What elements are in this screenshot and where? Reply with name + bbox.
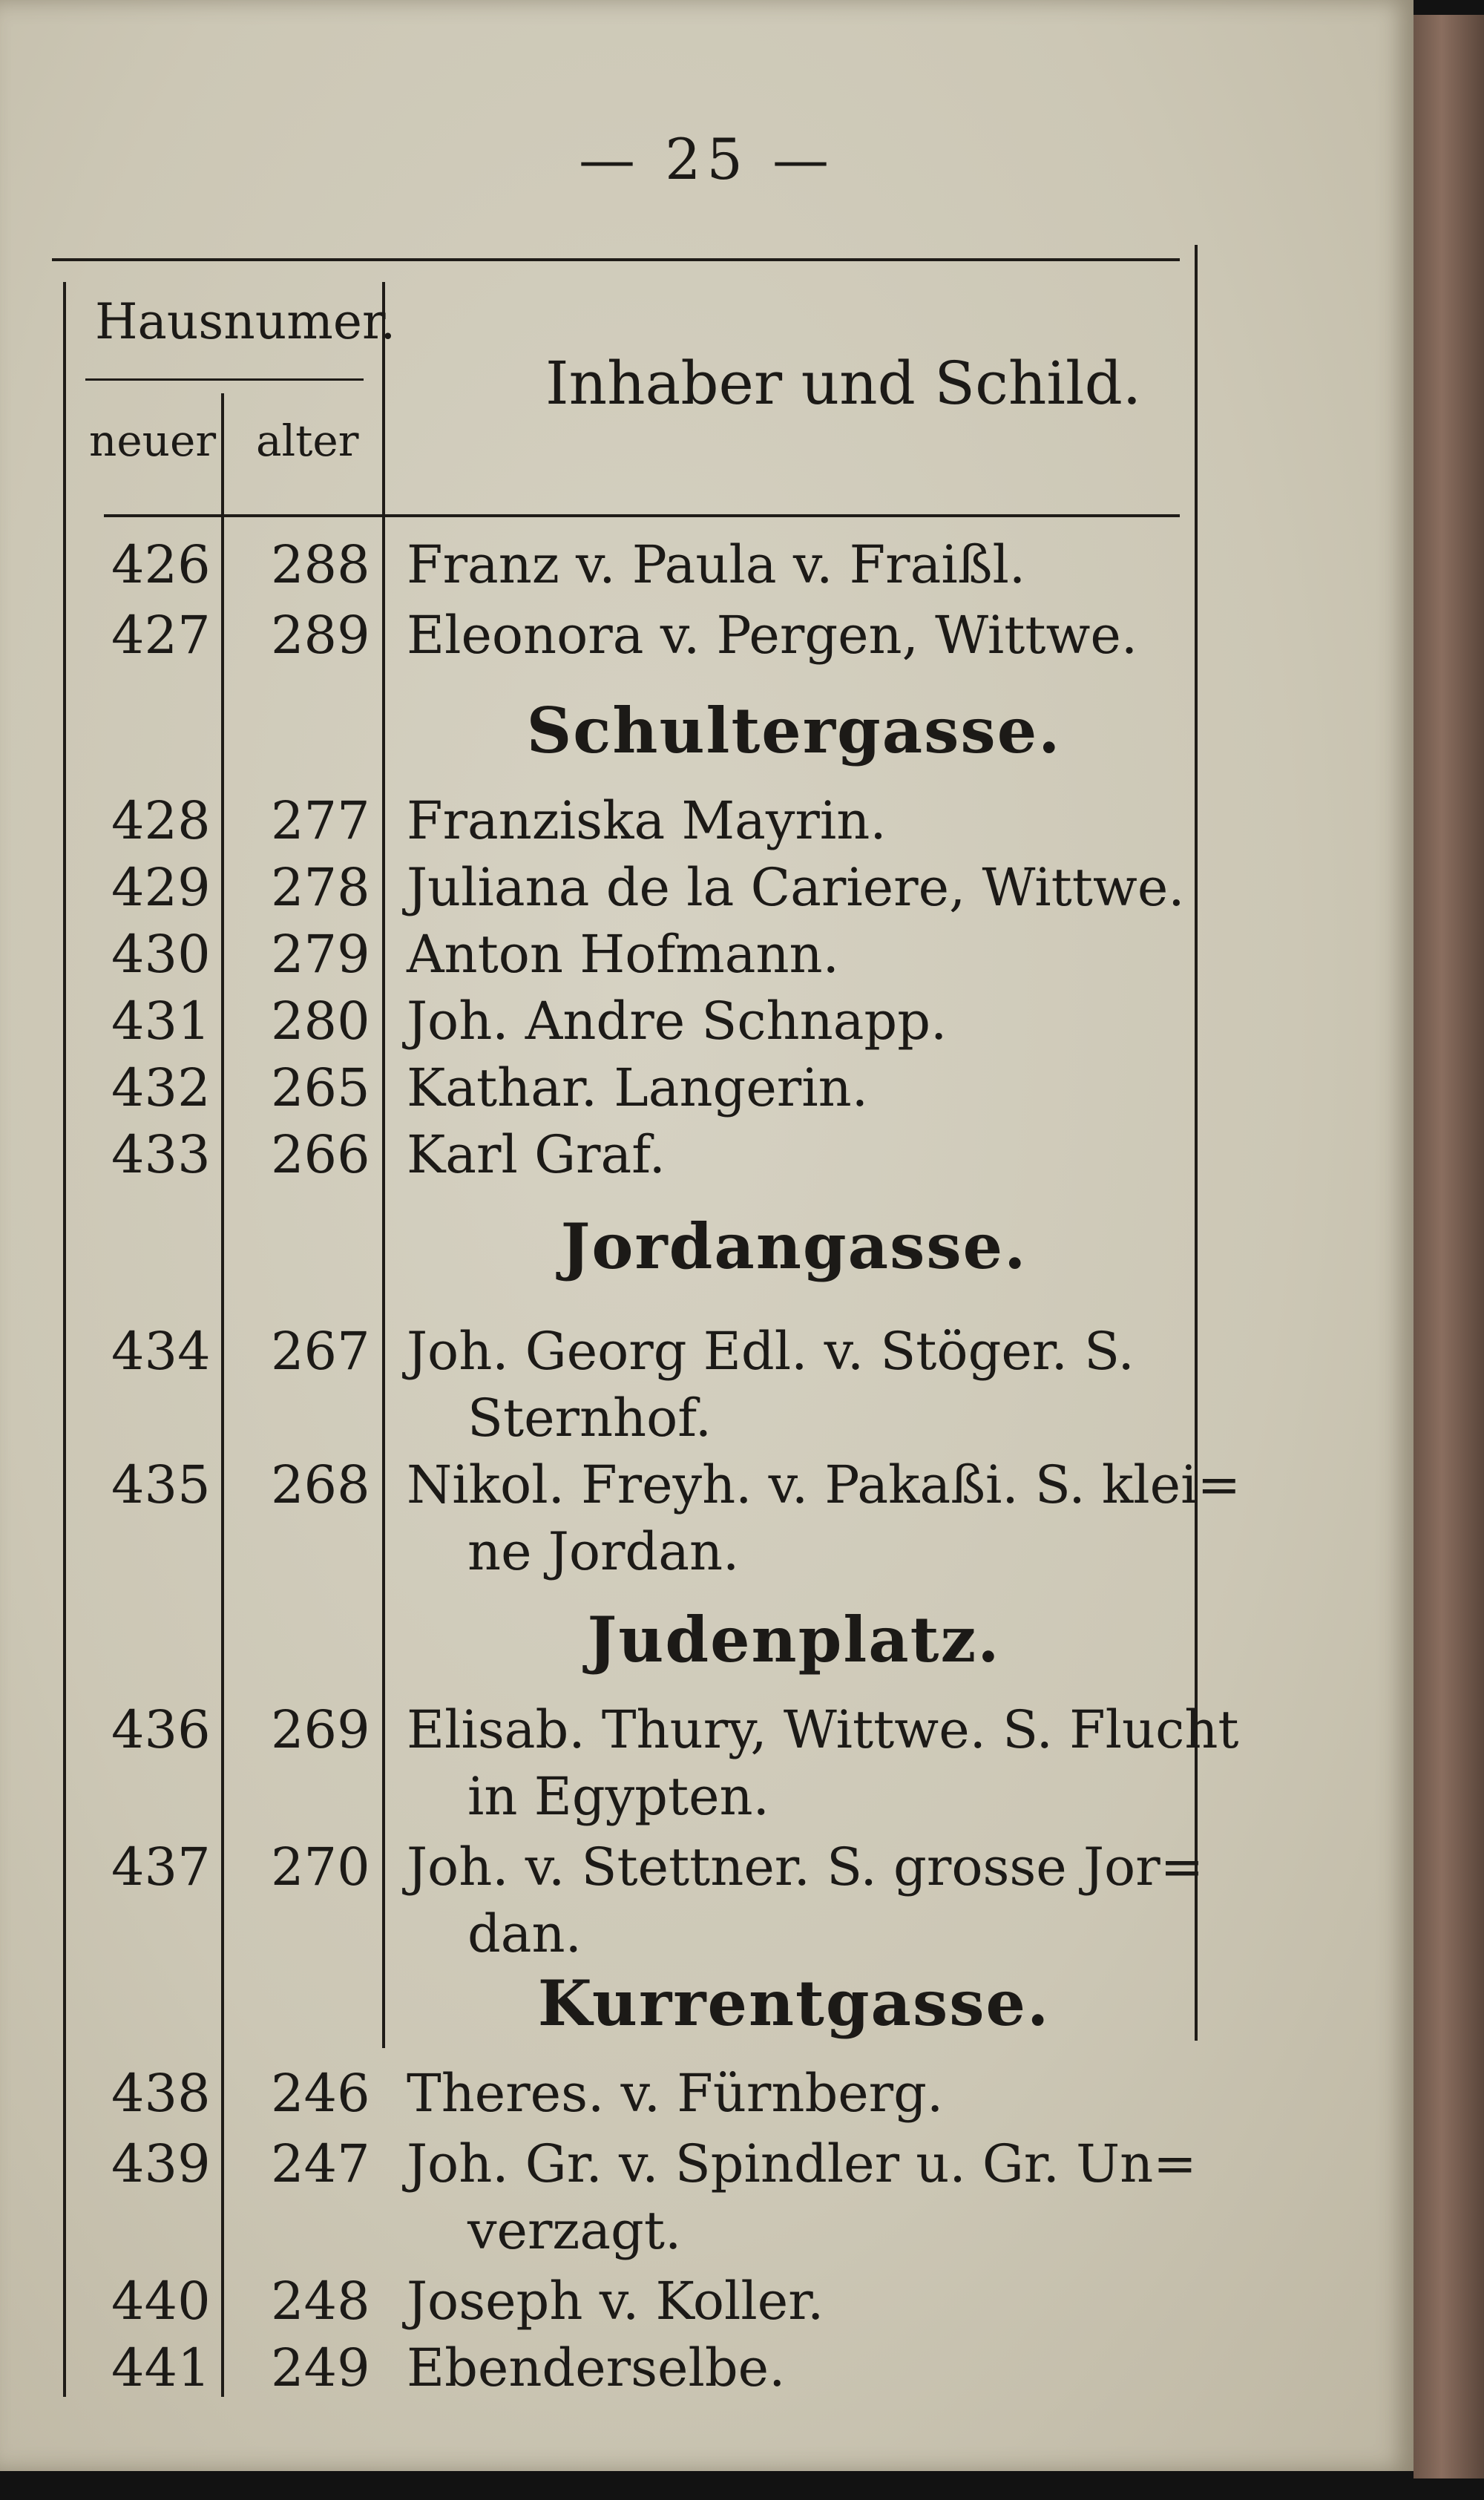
old-number: 265: [271, 1057, 370, 1118]
owner-name-continued: Sternhof.: [467, 1388, 712, 1449]
new-number: 433: [111, 1124, 211, 1185]
new-number: 440: [111, 2271, 211, 2332]
new-number: 426: [111, 534, 211, 595]
owner-name: Joh. Gr. v. Spindler u. Gr. Un=: [407, 2133, 1197, 2194]
entry-426: [0, 534, 1414, 608]
owner-name: Joh. Georg Edl. v. Stöger. S.: [407, 1321, 1135, 1382]
entry-433: [0, 1124, 1414, 1198]
header-sub-rule: [85, 378, 364, 381]
old-number: 266: [271, 1124, 370, 1185]
old-number: 289: [271, 605, 370, 666]
entry-436: [0, 1699, 1414, 1774]
entry-435: [0, 1454, 1414, 1529]
new-number: 441: [111, 2337, 211, 2398]
header-owner: Inhaber und Schild.: [545, 349, 1142, 418]
street-heading: Kurrentgasse.: [537, 1966, 1051, 2040]
book-page-edge: [1414, 15, 1484, 2478]
old-number: 279: [271, 924, 370, 985]
street-heading: Schultergasse.: [526, 694, 1062, 767]
entry-434-cont: [0, 1388, 1414, 1462]
owner-name: Franziska Mayrin.: [407, 790, 887, 851]
header-bottom-rule: [104, 514, 1180, 517]
header-house-number: Hausnumer.: [95, 293, 396, 350]
header-old: alter: [256, 416, 359, 466]
owner-name: Anton Hofmann.: [407, 924, 839, 985]
owner-name: Karl Graf.: [407, 1124, 666, 1185]
owner-name: Joh. v. Stettner. S. grosse Jor=: [407, 1837, 1204, 1897]
new-number: 430: [111, 924, 211, 985]
new-number: 429: [111, 857, 211, 918]
new-number: 438: [111, 2063, 211, 2124]
entry-439-cont: [0, 2200, 1414, 2274]
entry-429: [0, 857, 1414, 931]
old-number: 247: [271, 2133, 370, 2194]
new-number: 427: [111, 605, 211, 666]
old-number: 288: [271, 534, 370, 595]
page-number: — 25 —: [578, 126, 835, 192]
owner-name-continued: ne Jordan.: [467, 1521, 740, 1582]
old-number: 269: [271, 1699, 370, 1760]
new-number: 434: [111, 1321, 211, 1382]
entry-428: [0, 790, 1414, 864]
owner-name: Elisab. Thury, Wittwe. S. Flucht: [407, 1699, 1239, 1760]
owner-name: Nikol. Freyh. v. Pakaßi. S. klei=: [407, 1454, 1241, 1515]
new-number: 428: [111, 790, 211, 851]
old-number: 249: [271, 2337, 370, 2398]
new-number: 432: [111, 1057, 211, 1118]
entry-431: [0, 991, 1414, 1065]
entry-438: [0, 2063, 1414, 2137]
owner-name: Ebenderselbe.: [407, 2337, 786, 2398]
old-number: 270: [271, 1837, 370, 1897]
old-number: 268: [271, 1454, 370, 1515]
old-number: 280: [271, 991, 370, 1051]
new-number: 435: [111, 1454, 211, 1515]
entry-434: [0, 1321, 1414, 1395]
entry-441: [0, 2337, 1414, 2412]
new-number: 431: [111, 991, 211, 1051]
new-number: 437: [111, 1837, 211, 1897]
entry-440: [0, 2271, 1414, 2345]
entry-436-cont: [0, 1766, 1414, 1840]
entry-435-cont: [0, 1521, 1414, 1595]
owner-name-continued: in Egypten.: [467, 1766, 769, 1827]
entry-427: [0, 605, 1414, 679]
new-number: 439: [111, 2133, 211, 2194]
entry-432: [0, 1057, 1414, 1132]
old-number: 278: [271, 857, 370, 918]
entry-439: [0, 2133, 1414, 2208]
owner-name: Juliana de la Cariere, Wittwe.: [407, 857, 1185, 918]
old-number: 246: [271, 2063, 370, 2124]
old-number: 267: [271, 1321, 370, 1382]
old-number: 248: [271, 2271, 370, 2332]
street-heading: Judenplatz.: [587, 1603, 1001, 1676]
owner-name-continued: verzagt.: [467, 2200, 682, 2261]
owner-name: Kathar. Langerin.: [407, 1057, 868, 1118]
owner-name: Theres. v. Fürnberg.: [407, 2063, 944, 2124]
owner-name: Joseph v. Koller.: [407, 2271, 824, 2332]
owner-name: Joh. Andre Schnapp.: [407, 991, 948, 1051]
header-top-rule: [52, 258, 1180, 261]
new-number: 436: [111, 1699, 211, 1760]
entry-437: [0, 1837, 1414, 1911]
owner-name: Franz v. Paula v. Fraißl.: [407, 534, 1026, 595]
header-new: neuer: [89, 416, 217, 466]
owner-name-continued: dan.: [467, 1903, 582, 1964]
street-heading: Jordangasse.: [560, 1210, 1028, 1283]
entry-430: [0, 924, 1414, 998]
old-number: 277: [271, 790, 370, 851]
owner-name: Eleonora v. Pergen, Wittwe.: [407, 605, 1138, 666]
